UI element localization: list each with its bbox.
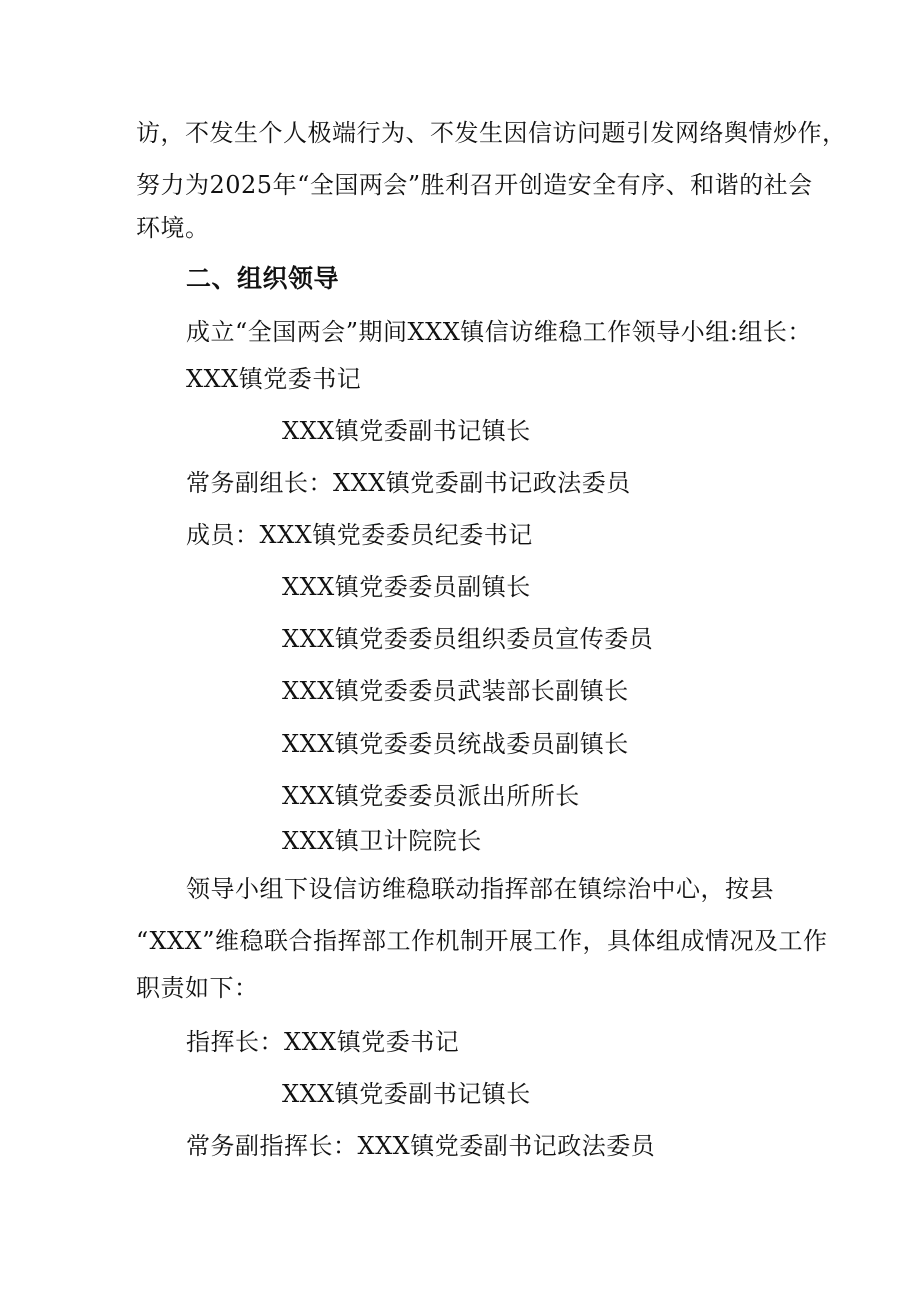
body-text-line: XXX镇党委委员副镇长 [282, 573, 531, 601]
body-text-line: 职责如下： [136, 974, 259, 1002]
body-text-line: “XXX”维稳联合指挥部工作机制开展工作，具体组成情况及工作 [136, 927, 828, 955]
body-text-line: XXX镇党委委员武装部长副镇长 [282, 677, 629, 705]
body-text-line: XXX镇党委委员派出所所长 [282, 782, 580, 810]
body-text-line: 努力为2025年“全国两会”胜利召开创造安全有序、和谐的社会 [136, 171, 813, 199]
section-heading: 二、组织领导 [186, 264, 340, 293]
body-text-line: XXX镇党委委员统战委员副镇长 [282, 730, 629, 758]
body-text-line: 访，不发生个人极端行为、不发生因信访问题引发网络舆情炒作， [136, 119, 847, 147]
body-text-line: 领导小组下设信访维稳联动指挥部在镇综治中心，按县 [186, 875, 774, 903]
body-text-line: XXX镇卫计院院长 [282, 827, 482, 855]
body-text-line: XXX镇党委书记 [186, 365, 362, 393]
body-text-line: XXX镇党委委员组织委员宣传委员 [282, 625, 654, 653]
body-text-line: 环境。 [136, 214, 210, 242]
body-text-line: XXX镇党委副书记镇长 [282, 417, 531, 445]
body-text-line: 常务副组长：XXX镇党委副书记政法委员 [186, 469, 631, 497]
body-text-line: 常务副指挥长：XXX镇党委副书记政法委员 [186, 1132, 656, 1160]
body-text-line: XXX镇党委副书记镇长 [282, 1080, 531, 1108]
body-text-line: 指挥长：XXX镇党委书记 [186, 1028, 460, 1056]
body-text-line: 成立“全国两会”期间XXX镇信访维稳工作领导小组:组长： [186, 318, 812, 346]
body-text-line: 成员：XXX镇党委委员纪委书记 [186, 521, 533, 549]
